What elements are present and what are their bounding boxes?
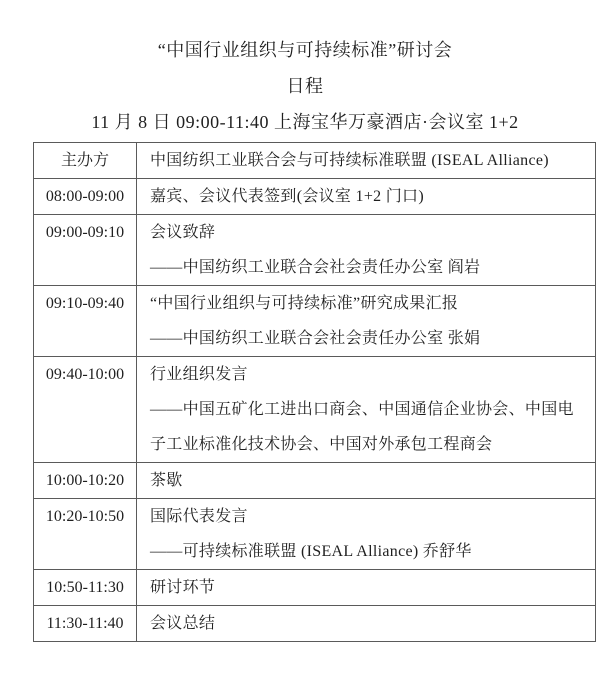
time-cell: 10:00-10:20 (34, 463, 137, 499)
content-cell (137, 179, 596, 215)
document-meta-line: 11 月 8 日 09:00-11:40 上海宝华万豪酒店·会议室 1+2 (91, 112, 519, 132)
agenda-line: ——中国五矿化工进出口商会、中国通信企业协会、中国电子工业标准化技术协会、中国对外承包工程商会 (150, 401, 574, 453)
agenda-line: ——中国纺织工业联合会社会责任办公室 张娟 (150, 330, 481, 347)
agenda-line: “中国行业组织与可持续标准”研究成果汇报 (150, 295, 459, 312)
agenda-line: 嘉宾、会议代表签到(会议室 1+2 门口) (150, 188, 424, 205)
agenda-table-body (34, 143, 596, 642)
content-cell (137, 463, 596, 499)
time-cell: 10:20-10:50 (34, 499, 137, 570)
time-cell: 11:30-11:40 (34, 606, 137, 642)
agenda-line: 研讨环节 (150, 579, 216, 596)
content-cell (137, 215, 596, 286)
content-cell (137, 570, 596, 606)
table-row (34, 215, 596, 286)
table-row (34, 606, 596, 642)
content-cell (137, 606, 596, 642)
document-subtitle: 日程 (286, 76, 324, 96)
agenda-line: 国际代表发言 (150, 508, 248, 525)
agenda-line: 会议总结 (150, 615, 216, 632)
content-cell (137, 286, 596, 357)
table-row (34, 463, 596, 499)
document-title: “中国行业组织与可持续标准”研讨会 (157, 40, 453, 60)
agenda-table (33, 142, 596, 642)
host-label-cell: 主办方 (34, 143, 137, 179)
table-row (34, 286, 596, 357)
table-row (34, 570, 596, 606)
agenda-line: 会议致辞 (150, 224, 216, 241)
agenda-line: 茶歇 (150, 472, 183, 489)
content-cell (137, 143, 596, 179)
agenda-line: 行业组织发言 (150, 366, 248, 383)
table-row (34, 143, 596, 179)
time-cell: 09:00-09:10 (34, 215, 137, 286)
time-cell: 10:50-11:30 (34, 570, 137, 606)
time-cell: 09:10-09:40 (34, 286, 137, 357)
table-row (34, 499, 596, 570)
content-cell (137, 499, 596, 570)
document-header (0, 0, 610, 140)
agenda-line: 中国纺织工业联合会与可持续标准联盟 (ISEAL Alliance) (150, 152, 549, 169)
agenda-line: ——中国纺织工业联合会社会责任办公室 阎岩 (150, 259, 481, 276)
agenda-line: ——可持续标准联盟 (ISEAL Alliance) 乔舒华 (150, 543, 472, 560)
table-row (34, 357, 596, 463)
table-row (34, 179, 596, 215)
time-cell: 09:40-10:00 (34, 357, 137, 463)
content-cell (137, 357, 596, 463)
time-cell: 08:00-09:00 (34, 179, 137, 215)
